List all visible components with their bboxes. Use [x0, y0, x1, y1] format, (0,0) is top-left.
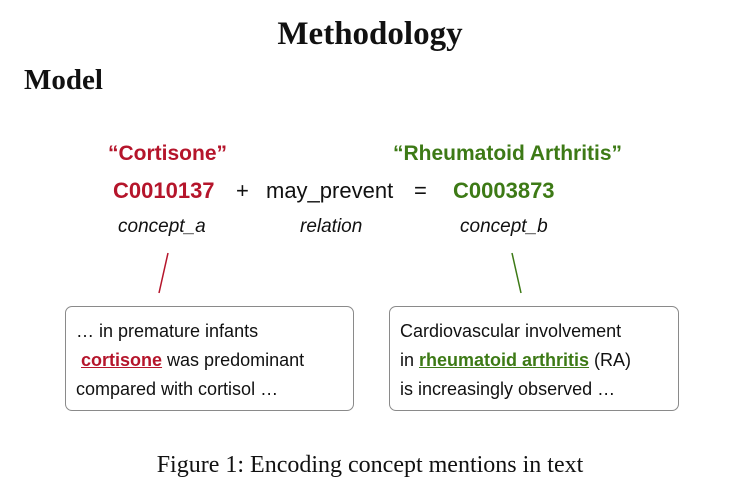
passage-b-line-1: Cardiovascular involvement: [400, 321, 622, 341]
passage-b-line-2: [400, 346, 668, 375]
passage-box-a: [65, 306, 354, 411]
connector-a: [159, 253, 168, 293]
concept-b-name: “Rheumatoid Arthritis”: [393, 142, 623, 165]
equals-operator: =: [414, 178, 427, 203]
figure-caption: Figure 1: Encoding concept mentions in text: [156, 452, 584, 478]
concept-a-mention: cortisone: [81, 350, 163, 370]
relation-role-label: relation: [300, 216, 363, 237]
passage-box-b: [389, 306, 679, 411]
concept-b-role-label: concept_b: [460, 216, 548, 237]
plus-operator: +: [236, 178, 249, 203]
concept-a-role-label: concept_a: [118, 216, 206, 237]
connector-b: [512, 253, 521, 293]
passage-a-line-2: [76, 346, 343, 375]
passage-a-line-3: compared with cortisol …: [76, 379, 279, 399]
concept-b-mention: rheumatoid arthritis: [419, 350, 590, 370]
concept-b-code: C0003873: [453, 178, 555, 203]
concept-a-name: “Cortisone”: [108, 142, 228, 165]
concept-a-code: C0010137: [113, 178, 215, 203]
page-title: Methodology: [277, 16, 463, 52]
passage-b-line-3: is increasingly observed …: [400, 379, 616, 399]
passage-a-line-1: … in premature infants: [76, 321, 259, 341]
passage-b-line-2-pre: in: [400, 350, 420, 370]
passage-b-line-2-rest: (RA): [589, 350, 632, 370]
passage-a-line-2-rest: was predominant: [162, 350, 305, 370]
section-heading: Model: [24, 64, 103, 96]
relation-name: may_prevent: [266, 178, 394, 203]
